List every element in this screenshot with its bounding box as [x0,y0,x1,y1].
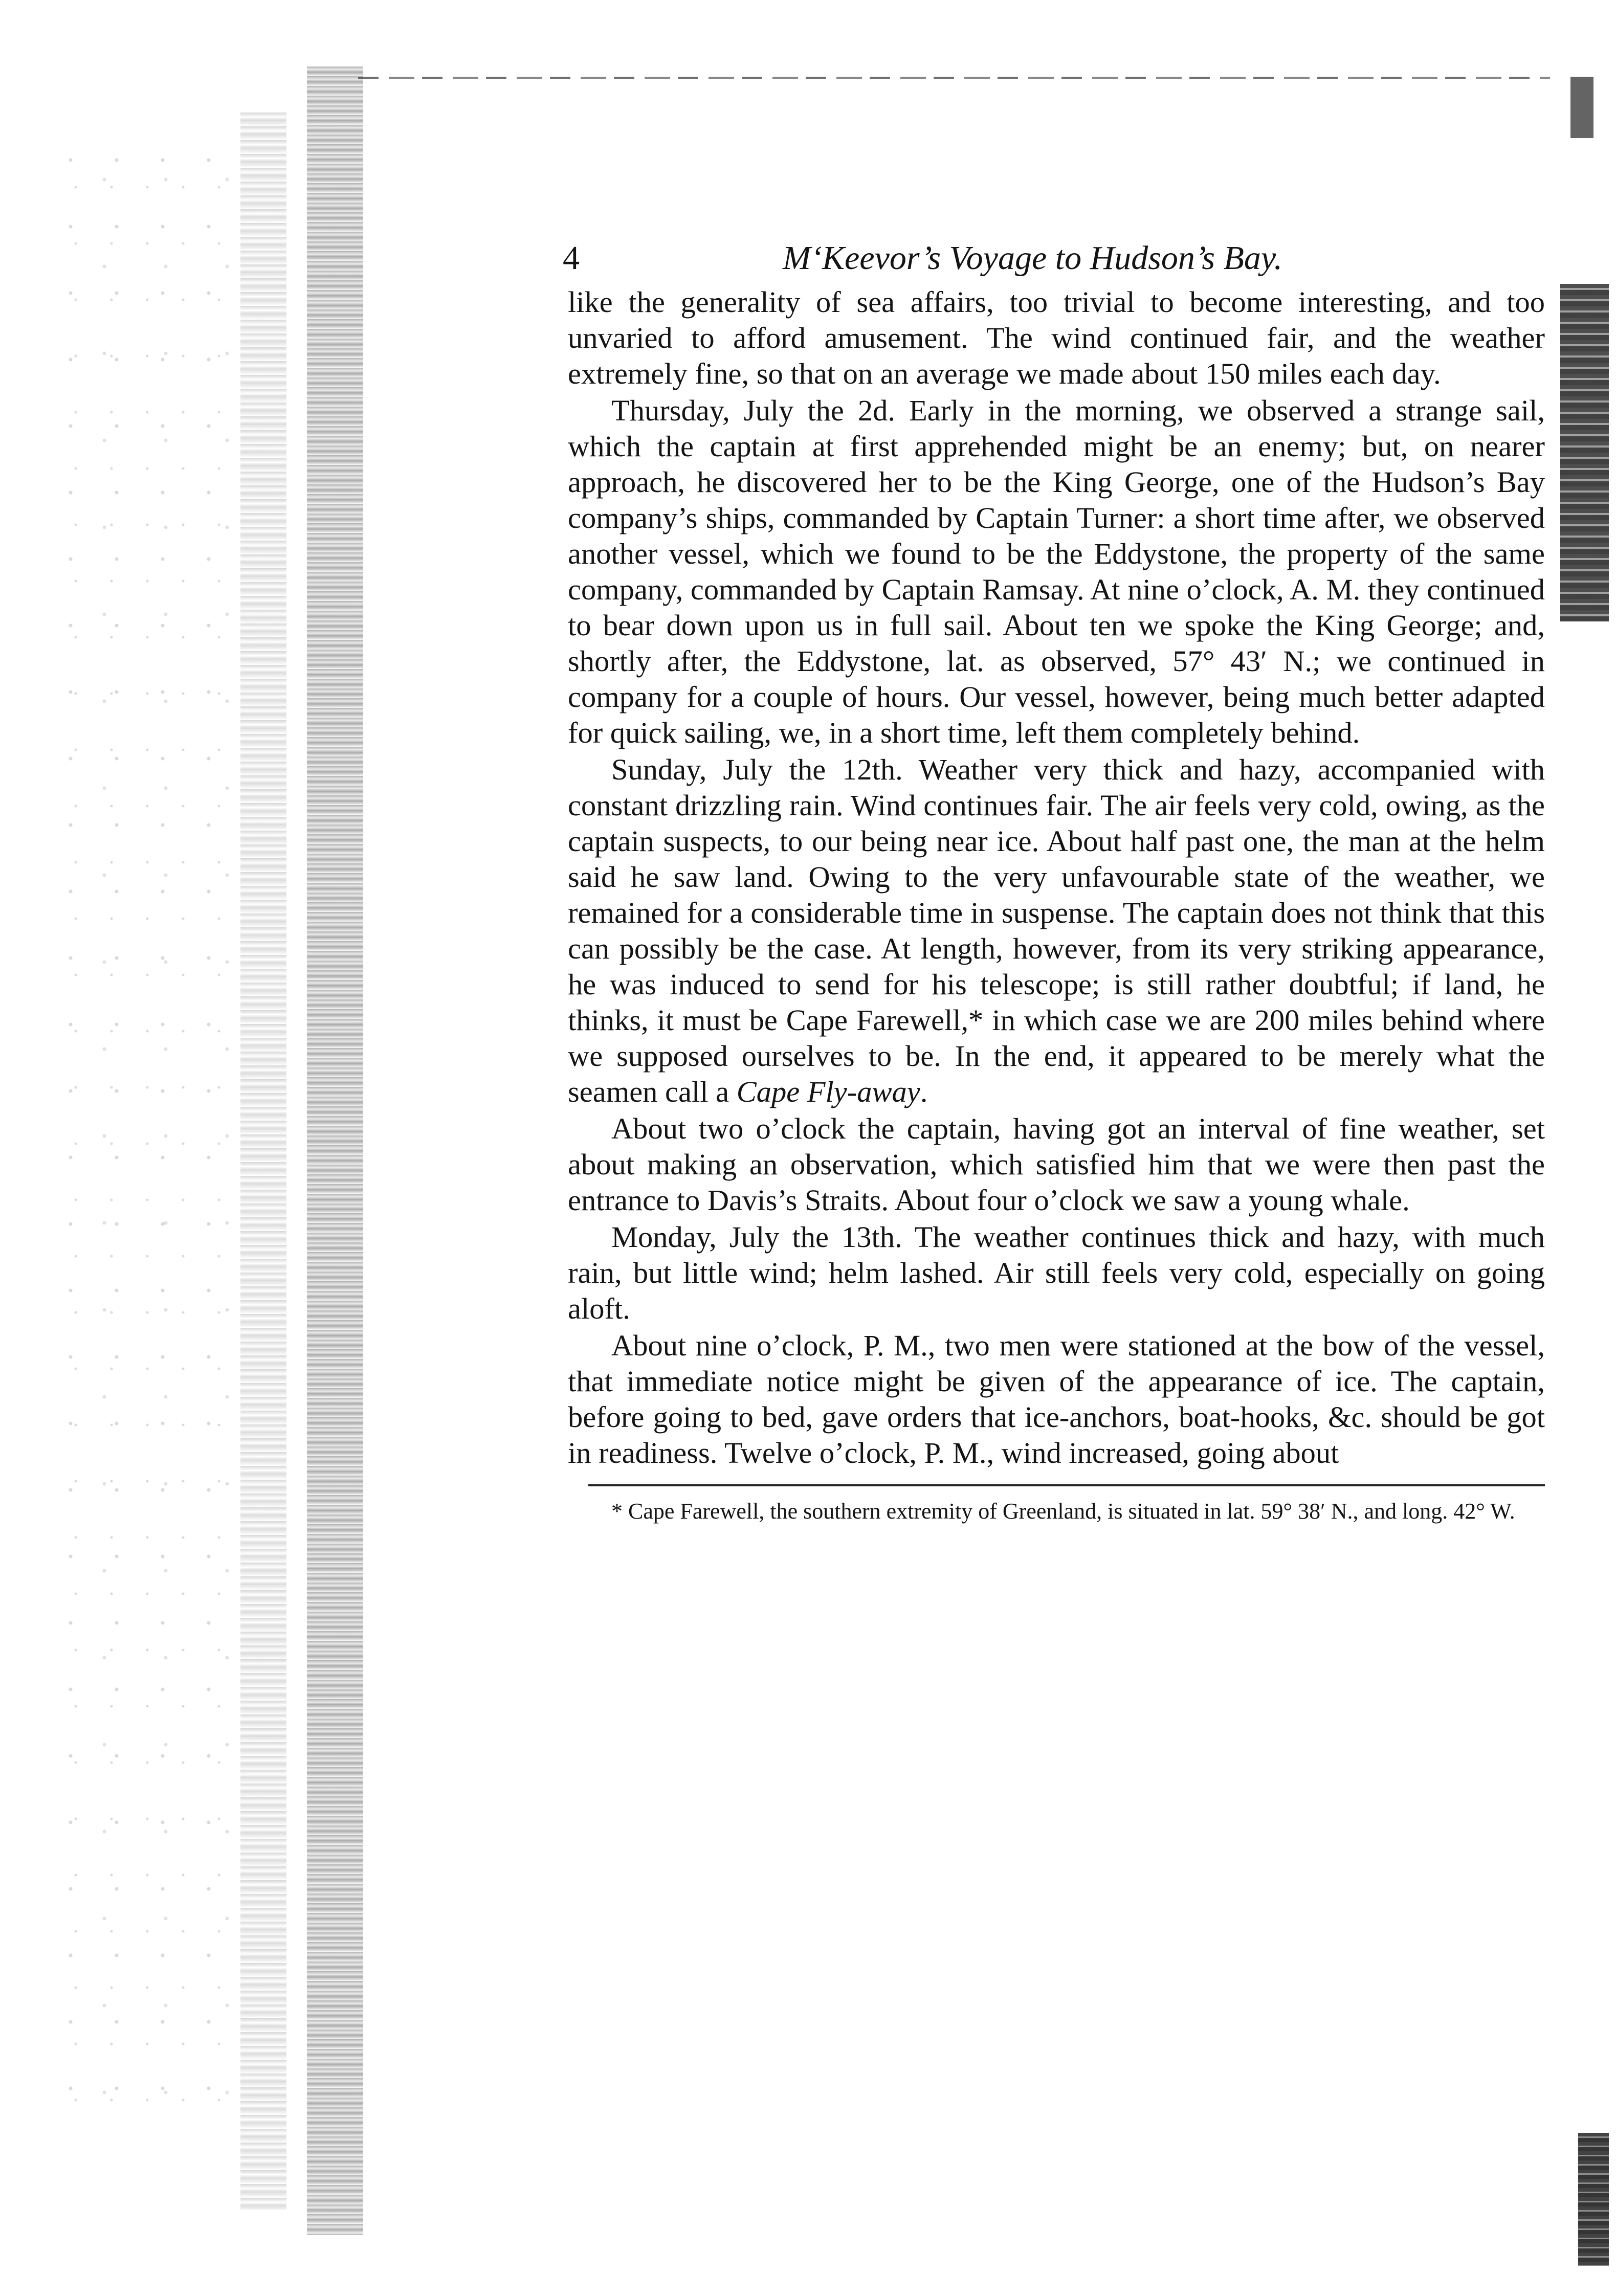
scan-speckle [61,153,235,2148]
paragraph: About nine o’clock, P. M., two men were stationed at the bow of the vessel, that immediate notice might be given of the appearance of ice. The captain, before going to bed, gave orders that ice-anchors, boat-hooks, &c. should be got in readiness. Twelve o’clock, P. M., wind increased, going about [568,1329,1545,1469]
paragraph [568,752,1545,1110]
paragraph: like the generality of sea affairs, too trivial to become interesting, and too unvaried to afford amusement. The wind continued fair, and the weather extremely fine, so that on an average we made about 150 miles each day. [568,285,1545,390]
scan-edge-mark-top [1570,77,1593,138]
binding-shadow [307,66,363,2235]
footnote-rule [588,1484,1545,1486]
binding-shadow-outer [240,113,286,2210]
italic-phrase: Cape Fly-away [736,1075,920,1108]
scan-edge-mark-right [1560,284,1609,621]
paragraph: About two o’clock the captain, having got an interval of fine weather, set about making an observation, which satisfied him that we were then past the entrance to Davis’s Straits. About four o’clock we saw a young whale. [568,1112,1545,1217]
running-head [563,235,1545,281]
book-page [563,235,1545,1525]
paragraph-text-end: . [920,1075,928,1108]
page-top-edge [358,77,1550,79]
footnote: * Cape Farewell, the southern extremity of Greenland, is situated in lat. 59° 38′ N., and long. 42° W. [611,1499,1515,1524]
page-number: 4 [563,239,580,277]
paragraph: Monday, July the 13th. The weather continues thick and hazy, with much rain, but little wind; helm lashed. Air still feels very cold, especially on going aloft. [568,1220,1545,1325]
body-text [568,284,1545,1471]
paragraph-text: Sunday, July the 12th. Weather very thick and hazy, accompanied with constant drizzling rain. Wind continues fair. The air feels very cold, owing, as the captain suspects, to our being near ice. About half past one, the man at the helm said he saw land. Owing to the very unfavourable state of the weather, we remained for a considerable time in suspense. The captain does not think that this can possibly be the case. At length, however, from its very striking appearance, he was induced to send for his telescope; is still rather doubtful; if land, he thinks, it must be Cape Farewell,* in which case we are 200 miles behind where we supposed ourselves to be. In the end, it appeared to be merely what the seamen call a [568,753,1545,1108]
running-title: M‘Keevor’s Voyage to Hudson’s Bay. [783,239,1283,277]
paragraph: Thursday, July the 2d. Early in the morning, we observed a strange sail, which the captain at first apprehended might be an enemy; but, on nearer approach, he discovered her to be the King George, one of the Hudson’s Bay company’s ships, commanded by Captain Turner: a short time after, we observed another vessel, which we found to be the Eddystone, the property of the same company, commanded by Captain Ramsay. At nine o’clock, A. M. they continued to bear down upon us in full sail. About ten we spoke the King George; and, shortly after, the Eddystone, lat. as observed, 57° 43′ N.; we continued in company for a couple of hours. Our vessel, however, being much better adapted for quick sailing, we, in a short time, left them completely behind. [568,394,1545,749]
scan-edge-mark-bottom [1578,2133,1609,2266]
